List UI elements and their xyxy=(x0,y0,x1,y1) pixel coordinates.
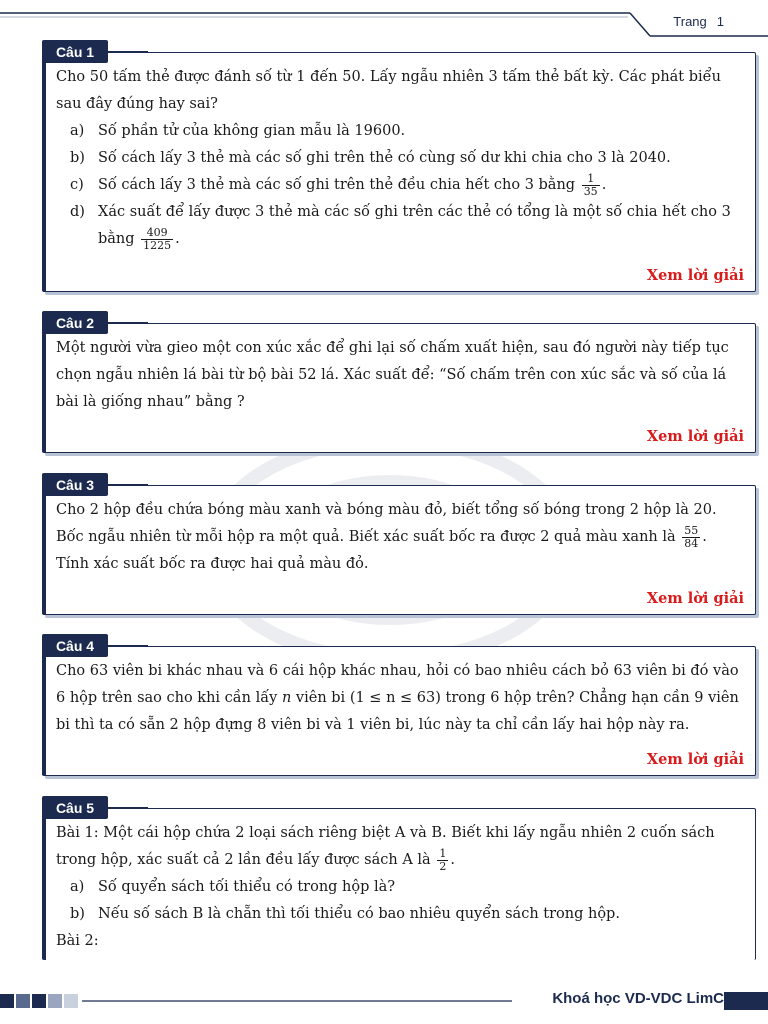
page-label xyxy=(673,14,724,29)
question-tag: Câu 2 xyxy=(42,311,108,334)
tag-line xyxy=(108,51,148,53)
view-solution-link[interactable]: Xem lời giải xyxy=(646,751,744,768)
tag-line xyxy=(108,484,148,486)
tag-line xyxy=(108,807,148,809)
question-content xyxy=(56,335,744,416)
view-solution-link[interactable]: Xem lời giải xyxy=(646,267,744,284)
tag-line xyxy=(108,322,148,324)
view-solution-link[interactable]: Xem lời giải xyxy=(646,428,744,445)
page-number: 1 xyxy=(716,14,724,29)
list-item: a) Số quyển sách tối thiểu có trong hộp là? xyxy=(70,879,396,895)
question-1 xyxy=(42,43,756,292)
question-tag: Câu 4 xyxy=(42,634,108,657)
view-solution-link[interactable]: Xem lời giải xyxy=(646,590,744,607)
list-item: b) Số cách lấy 3 thẻ mà các số ghi trên thẻ có cùng số dư khi chia cho 3 là 2040. xyxy=(70,150,671,166)
list-item: b) Nếu số sách B là chẵn thì tối thiểu có bao nhiêu quyển sách trong hộp. xyxy=(70,906,620,922)
question-content xyxy=(56,820,744,955)
list-item: d) Xác suất để lấy được 3 thẻ mà các số ghi trên các thẻ có tổng là một số chia hết cho 3 bằng $\frac{409}{1225}$ . xyxy=(70,204,731,252)
fraction: $\frac{1}{2}$ xyxy=(439,846,447,873)
question-tag: Câu 3 xyxy=(42,473,108,496)
question-intro: Cho 63 viên bi khác nhau và 6 cái hộp khác nhau, hỏi có bao nhiêu cách bỏ 63 viên bi đó vào 6 hộp trên sao cho khi cần lấy n viên bi (1 ≤ n ≤ 63) trong 6 hộp trên? Chẳng hạn cần 9 viên bi thì ta có sẵn 2 hộp đựng 8 viên bi và 1 viên bi, lúc này ta chỉ cần lấy hai hộp này ra. xyxy=(56,663,739,733)
question-intro: Bài 1: Một cái hộp chứa 2 loại sách riêng biệt A và B. Biết khi lấy ngẫu nhiên 2 cuốn sách trong hộp, xác suất cả 2 lần đều lấy được sách A là $\frac{1}{2}$ . xyxy=(56,825,715,873)
question-tag: Câu 1 xyxy=(42,40,108,63)
question-5 xyxy=(42,799,756,960)
header-decoration xyxy=(0,0,768,40)
question-3 xyxy=(42,476,756,615)
list-item: a) Số phần tử của không gian mẫu là 19600. xyxy=(70,123,406,139)
question-4 xyxy=(42,637,756,776)
fraction: $\frac{1}{35}$ xyxy=(583,171,598,198)
question-outro: Bài 2: xyxy=(56,933,99,949)
question-intro: Một người vừa gieo một con xúc xắc để ghi lại số chấm xuất hiện, sau đó người này tiếp tục chọn ngẫu nhiên lá bài từ bộ bài 52 lá. Xác suất để: “Số chấm trên con xúc sắc và số của lá bài là giống nhau” bằng ? xyxy=(56,340,729,410)
question-intro: Cho 2 hộp đều chứa bóng màu xanh và bóng màu đỏ, biết tổng số bóng trong 2 hộp là 20. Bốc ngẫu nhiên từ mỗi hộp ra một quả. Biết xác suất bốc ra được 2 quả màu xanh là $\frac{55}{84}$ . Tính xác suất bốc ra được hai quả màu đỏ. xyxy=(56,502,717,572)
fraction: $\frac{409}{1225}$ xyxy=(143,225,172,252)
question-content xyxy=(56,658,744,739)
list-item: c) Số cách lấy 3 thẻ mà các số ghi trên thẻ đều chia hết cho 3 bằng $\frac{1}{35}$ . xyxy=(70,171,607,198)
page-label-text: Trang xyxy=(673,14,707,29)
footer-course-title: Khoá học VD-VDC LimC xyxy=(552,990,724,1007)
question-intro: Cho 50 tấm thẻ được đánh số từ 1 đến 50. Lấy ngẫu nhiên 3 tấm thẻ bất kỳ. Các phát biểu sau đây đúng hay sai? xyxy=(56,69,721,112)
question-content xyxy=(56,64,744,253)
question-2 xyxy=(42,314,756,453)
question-content xyxy=(56,497,744,578)
question-tag: Câu 5 xyxy=(42,796,108,819)
tag-line xyxy=(108,645,148,647)
fraction: $\frac{55}{84}$ xyxy=(684,523,699,550)
